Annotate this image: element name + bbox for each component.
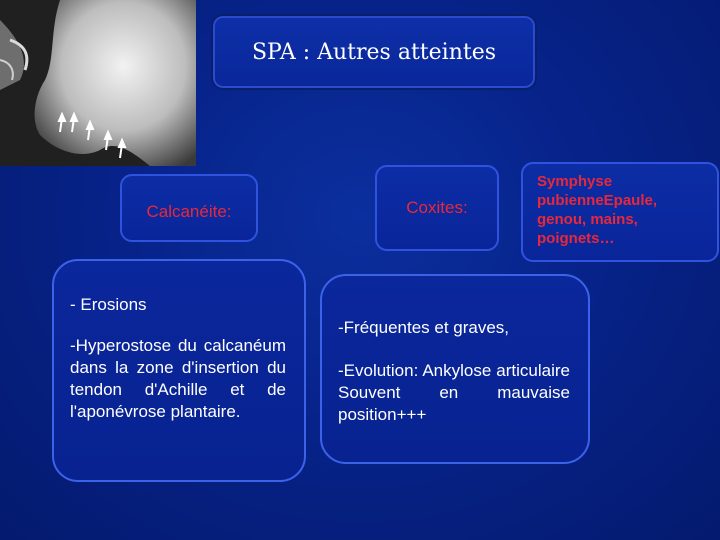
calcaneite-header-box (120, 174, 258, 242)
coxites-header: Coxites: (406, 198, 468, 217)
coxites-content-box (320, 274, 590, 464)
evolution-item: -Evolution: Ankylose articulaire Souvent en mauvaise position+++ (338, 361, 570, 424)
calcaneite-content-box (52, 259, 306, 482)
calcaneite-header: Calcanéite: (146, 202, 232, 221)
erosions-item: - Erosions (70, 295, 147, 314)
coxites-header-box (375, 165, 499, 251)
xray-image (0, 0, 196, 166)
title-box (211, 14, 537, 90)
symphyse-header: Symphyse pubienneEpaule, genou, mains, poignets… (537, 173, 658, 247)
symphyse-header-box (521, 162, 719, 262)
frequentes-item: -Fréquentes et graves, (338, 318, 510, 337)
slide-title: SPA : Autres atteintes (251, 39, 497, 65)
hyperostose-item: -Hyperostose du calcanéum dans la zone d'insertion du tendon d'Achille et de l'aponévrose plantaire. (70, 336, 286, 421)
xray-heel-illustration (0, 0, 196, 166)
